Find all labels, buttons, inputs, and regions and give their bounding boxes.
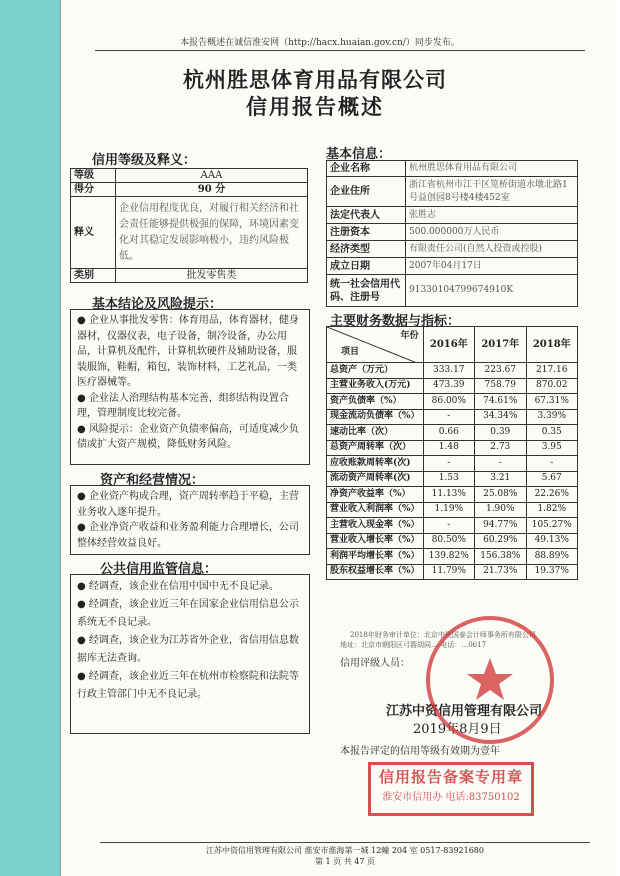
grade-value: AAA xyxy=(116,169,308,183)
metric-value: - xyxy=(423,409,474,425)
metric-value: 139.82% xyxy=(423,549,474,565)
page-footer xyxy=(100,842,590,867)
conclusion-heading: 基本结论及风险提示： xyxy=(92,297,223,312)
table-row xyxy=(327,394,578,410)
metric-value: 80.50% xyxy=(423,533,474,549)
header-rule xyxy=(95,50,585,51)
metric-label: 营业收入增长率（%） xyxy=(327,533,424,549)
metric-value: 2.73 xyxy=(475,440,526,456)
metric-value: 870.02 xyxy=(526,378,578,394)
metric-label: 现金流动负债率（%） xyxy=(327,409,424,425)
basic-label: 法定代表人 xyxy=(327,207,406,224)
agency-name: 江苏中资信用管理有限公司 xyxy=(386,704,543,719)
year-header: 2016年 xyxy=(423,327,474,363)
financials-body xyxy=(327,363,578,580)
metric-value: 22.26% xyxy=(526,487,578,503)
metric-value: 1.90% xyxy=(475,502,526,518)
report-title: 信用报告概述 xyxy=(246,94,384,119)
conclusion-text: 风险提示：企业资产负债率偏高，可适度减少负债或扩大资产规模，降低财务风险。 xyxy=(77,423,299,450)
metric-label: 净资产收益率（%） xyxy=(327,487,424,503)
metric-value: 60.29% xyxy=(475,533,526,549)
operations-heading: 资产和经营情况： xyxy=(100,473,205,488)
metric-value: 88.89% xyxy=(526,549,578,565)
table-row xyxy=(327,502,578,518)
metric-value: - xyxy=(475,456,526,472)
supervision-heading: 公共信用监管信息： xyxy=(100,562,218,577)
metric-value: 34.34% xyxy=(475,409,526,425)
list-item: ● 经调查，该企业在信用中国中无不良记录。 xyxy=(77,581,279,592)
table-corner-cell xyxy=(327,327,424,363)
report-date: 2019年8月9日 xyxy=(413,722,502,737)
basic-label: 成立日期 xyxy=(327,258,406,275)
score-value: 90 分 xyxy=(116,183,308,197)
metric-value: 156.38% xyxy=(475,549,526,565)
metric-value: 5.67 xyxy=(526,471,578,487)
metric-value: 3.39% xyxy=(526,409,578,425)
year-header: 2017年 xyxy=(475,327,526,363)
supervision-box xyxy=(70,574,310,734)
basic-info-table xyxy=(326,160,578,307)
basic-value: 张胜志 xyxy=(406,207,578,224)
operations-text: 企业净资产收益和业务盈利能力合理增长，公司整体经营效益良好。 xyxy=(77,522,299,549)
grade-label: 等级 xyxy=(71,169,116,183)
metric-value: 11.13% xyxy=(423,487,474,503)
list-item: ● 经调查，该企业近三年在杭州市检察院和法院等行政主管部门中无不良记录。 xyxy=(77,671,299,700)
footer-address: 江苏中资信用管理有限公司 淮安市淮海第一城 12幢 204 室 0517-83921680 xyxy=(206,846,484,855)
metric-value: - xyxy=(423,456,474,472)
table-row xyxy=(327,487,578,503)
table-row xyxy=(327,456,578,472)
supervision-text: 经调查，该企业近三年在杭州市检察院和法院等行政主管部门中无不良记录。 xyxy=(77,671,299,700)
metric-value: 0.35 xyxy=(526,425,578,441)
corner-diagonal xyxy=(327,327,417,363)
metric-label: 流动资产周转率(次) xyxy=(327,471,424,487)
list-item: ● 企业从事批发零售：体育用品，体育器材，健身器材，仪器仪表，电子设备，制冷设备，办公用品，计算机及配件，计算机软硬件及辅助设备，服装服饰，鞋帽，箱包，装饰材料，工艺礼品，一类医疗器械等。 xyxy=(77,315,299,388)
basic-value: 2007年04月17日 xyxy=(406,258,578,275)
basic-value: 杭州胜思体育用品有限公司 xyxy=(406,161,578,177)
operations-text: 企业资产构成合理，资产周转率趋于平稳，主营业务收入逐年提升。 xyxy=(77,491,299,518)
metric-value: 25.08% xyxy=(475,487,526,503)
basic-label: 企业住所 xyxy=(327,177,406,207)
list-item: ● 企业法人治理结构基本完善，组织结构设置合理，管理制度比较完备。 xyxy=(77,392,289,419)
metric-value: 223.67 xyxy=(475,363,526,379)
table-row xyxy=(327,518,578,534)
metric-value: 19.37% xyxy=(526,564,578,580)
supervision-text: 经调查，该企业近三年在国家企业信用信息公示系统无不良记录。 xyxy=(77,599,299,628)
company-seal xyxy=(420,610,560,750)
metric-value: 1.53 xyxy=(423,471,474,487)
basic-value: 91330104799674910K xyxy=(406,275,578,307)
list-item: ● 经调查，该企业近三年在国家企业信用信息公示系统无不良记录。 xyxy=(77,599,299,628)
metric-value: - xyxy=(526,456,578,472)
conclusion-text: 企业从事批发零售：体育用品，体育器材，健身器材，仪器仪表，电子设备，制冷设备，办公用品，计算机及配件，计算机软硬件及辅助设备，服装服饰，鞋帽，箱包，装饰材料，工艺礼品，一类医疗器械等。 xyxy=(77,315,299,388)
metric-label: 营业收入利润率（%） xyxy=(327,502,424,518)
company-title: 杭州胜思体育用品有限公司 xyxy=(183,67,447,92)
metric-value: 11.79% xyxy=(423,564,474,580)
basic-info-heading: 基本信息： xyxy=(326,147,392,162)
page-number: 第 1 页 共 47 页 xyxy=(315,857,375,866)
metric-value: 105.27% xyxy=(526,518,578,534)
metric-label: 总资产（万元） xyxy=(327,363,424,379)
filing-stamp-title: 信用报告备案专用章 xyxy=(378,768,523,786)
metric-value: 3.95 xyxy=(526,440,578,456)
list-item: ● 经调查，该企业为江苏省外企业，省信用信息数据库无法查询。 xyxy=(77,635,299,664)
category-value: 批发零售类 xyxy=(116,269,308,283)
basic-label: 企业名称 xyxy=(327,161,406,177)
metric-value: 74.61% xyxy=(475,394,526,410)
basic-label: 注册资本 xyxy=(327,224,406,241)
rater-label: 信用评级人员： xyxy=(340,658,410,669)
publication-note: 本报告概述在诚信淮安网（http://hacx.huaian.gov.cn/）同步发布。 xyxy=(180,38,460,48)
supervision-text: 经调查，该企业为江苏省外企业，省信用信息数据库无法查询。 xyxy=(77,635,299,664)
metric-value: 67.31% xyxy=(526,394,578,410)
metric-value: 758.79 xyxy=(475,378,526,394)
explain-value: 企业信用程度优良，对履行相关经济和社会责任能够提供极强的保障，环境因素变化对其稳定发展影响极小，违约风险极低。 xyxy=(116,197,308,269)
conclusion-text: 企业法人治理结构基本完善，组织结构设置合理，管理制度比较完备。 xyxy=(77,392,289,419)
explain-label: 释义 xyxy=(71,197,116,269)
year-header: 2018年 xyxy=(526,327,578,363)
list-item: ● 企业净资产收益和业务盈利能力合理增长，公司整体经营效益良好。 xyxy=(77,522,299,549)
financials-table xyxy=(326,326,578,580)
validity-note: 本报告评定的信用等级有效期为壹年 xyxy=(340,746,500,757)
metric-value: 3.21 xyxy=(475,471,526,487)
corner-year-label: 年份 xyxy=(400,331,419,341)
metric-value: 217.16 xyxy=(526,363,578,379)
corner-item-label: 项目 xyxy=(341,347,360,357)
financials-heading: 主要财务数据与指标： xyxy=(330,314,461,329)
binder-cover-edge xyxy=(0,0,60,876)
metric-label: 资产负债率（%） xyxy=(327,394,424,410)
table-row xyxy=(327,471,578,487)
metric-value: 49.13% xyxy=(526,533,578,549)
list-item: ● 风险提示：企业资产负债率偏高，可适度减少负债或扩大资产规模，降低财务风险。 xyxy=(77,423,299,450)
metric-label: 主营收入现金率（%） xyxy=(327,518,424,534)
metric-label: 股东权益增长率（%） xyxy=(327,564,424,580)
metric-value: 0.66 xyxy=(423,425,474,441)
basic-label: 经济类型 xyxy=(327,241,406,258)
metric-value: 1.19% xyxy=(423,502,474,518)
metric-value: 333.17 xyxy=(423,363,474,379)
table-row xyxy=(327,378,578,394)
table-row xyxy=(327,564,578,580)
metric-value: 21.73% xyxy=(475,564,526,580)
metric-value: 94.77% xyxy=(475,518,526,534)
metric-value: 1.48 xyxy=(423,440,474,456)
supervision-text: 经调查，该企业在信用中国中无不良记录。 xyxy=(88,581,279,592)
basic-value: 500.000000万人民币 xyxy=(406,224,578,241)
metric-value: 1.82% xyxy=(526,502,578,518)
metric-label: 速动比率（次） xyxy=(327,425,424,441)
metric-value: 473.39 xyxy=(423,378,474,394)
metric-value: 0.39 xyxy=(475,425,526,441)
table-row xyxy=(327,425,578,441)
table-row xyxy=(327,440,578,456)
filing-stamp xyxy=(368,762,534,816)
filing-stamp-sub: 淮安市信用办 电话:83750102 xyxy=(382,792,520,803)
metric-label: 总资产周转率（次） xyxy=(327,440,424,456)
category-label: 类别 xyxy=(71,269,116,283)
metric-value: - xyxy=(423,518,474,534)
credit-rating-table xyxy=(70,168,308,283)
basic-value: 浙江省杭州市江干区笕桥街道水墩北路1号益创园8号楼4楼452室 xyxy=(406,177,578,207)
table-row xyxy=(327,363,578,379)
table-row xyxy=(327,409,578,425)
metric-value: 86.00% xyxy=(423,394,474,410)
metric-label: 应收账款周转率(次) xyxy=(327,456,424,472)
table-row xyxy=(327,533,578,549)
metric-label: 利润平均增长率（%） xyxy=(327,549,424,565)
metric-label: 主营业务收入(万元) xyxy=(327,378,424,394)
basic-label: 统一社会信用代码、注册号 xyxy=(327,275,406,307)
score-label: 得分 xyxy=(71,183,116,197)
list-item: ● 企业资产构成合理，资产周转率趋于平稳，主营业务收入逐年提升。 xyxy=(77,491,299,518)
audit-address: 地址：北京市朝阳区弓箭胡同… 电话：…0617 xyxy=(340,641,487,649)
audit-note: 2018年财务审计单位：北京中税国泰会计师事务所有限公司 xyxy=(350,631,536,639)
conclusion-box xyxy=(70,309,310,465)
table-row xyxy=(327,549,578,565)
basic-value: 有限责任公司(自然人投资或控股) xyxy=(406,241,578,258)
operations-box xyxy=(70,485,310,555)
credit-rating-heading: 信用等级及释义： xyxy=(92,153,197,168)
